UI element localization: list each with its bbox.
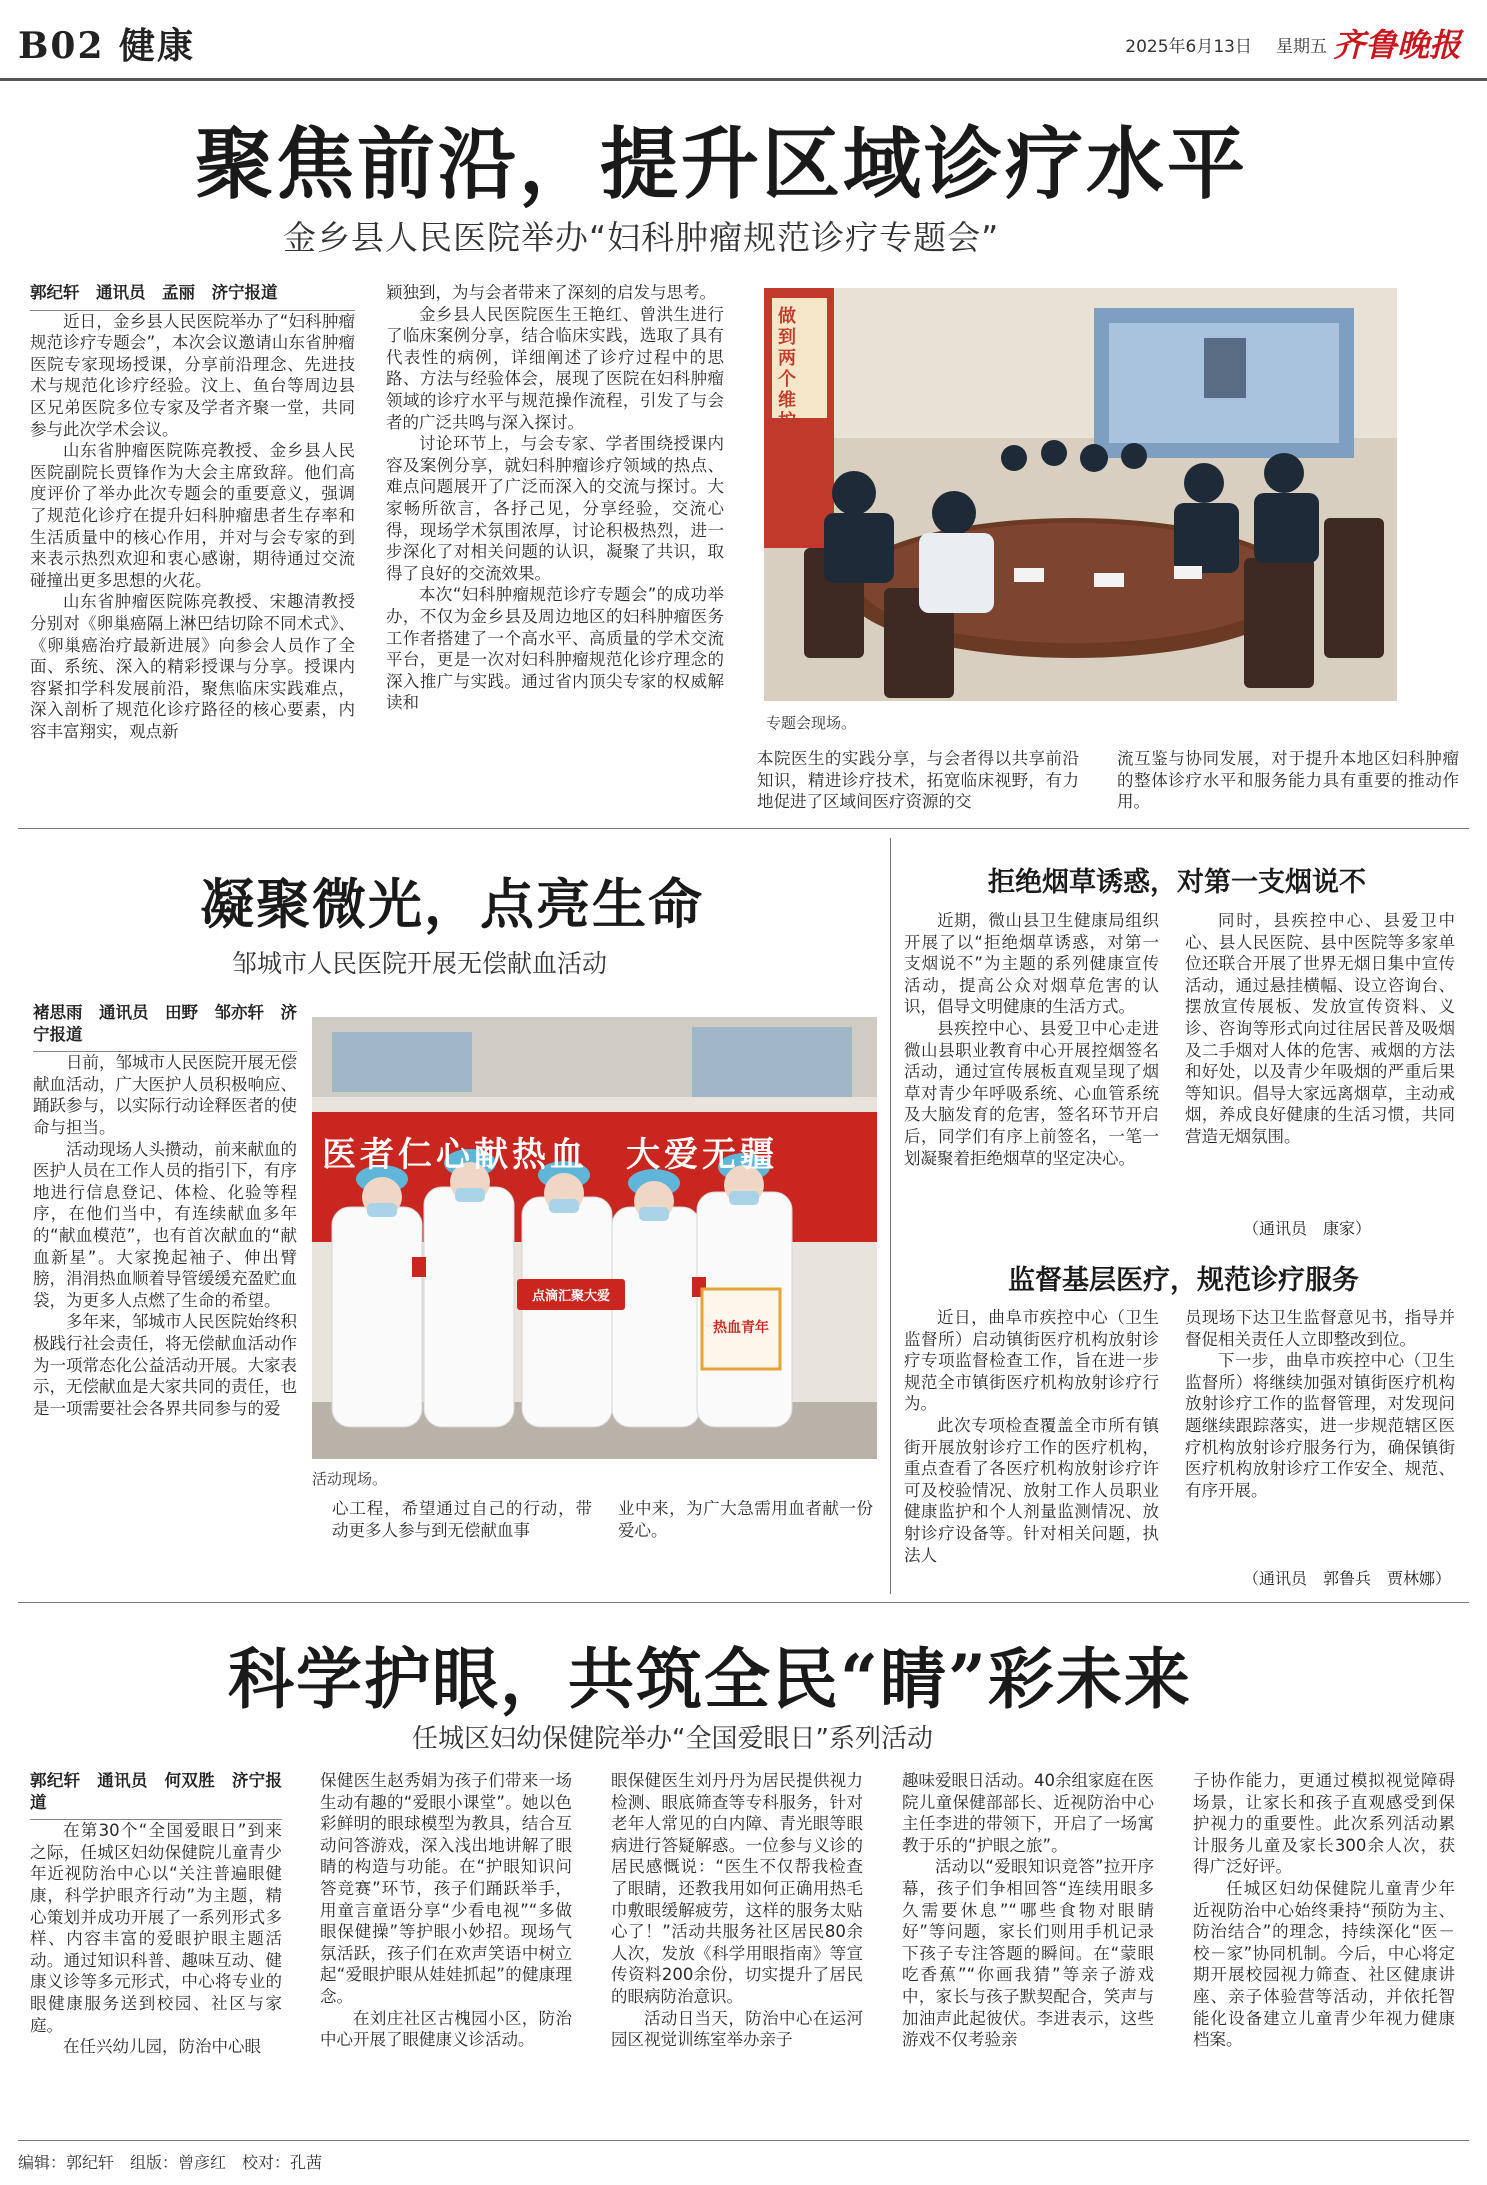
article5-title: 科学护眼，共筑全民“睛”彩未来: [228, 1640, 1192, 1718]
article4-title: 监督基层医疗，规范诊疗服务: [1008, 1265, 1359, 1296]
article4-credit: （通讯员 郭鲁兵 贾林娜）: [1242, 1569, 1451, 1588]
paragraph: 员现场下达卫生监督意见书，指导并督促相关责任人立即整改到位。: [1185, 1308, 1455, 1349]
paragraph: 活动现场人头攒动，前来献血的医护人员在工作人员的指引下，有序地进行信息登记、体检、化验等程序，在他们当中，有连续献血多年的“献血模范”，也有首次献血的“献血新星”。大家挽起袖子、伸出臂膀，涓涓热血顺着导管缓缓充盈贮血袋，为更多人点燃了生命的希望。: [33, 1139, 297, 1310]
footer-rule: [18, 2140, 1469, 2141]
paragraph: 讨论环节上，与会专家、学者围绕授课内容及案例分享，就妇科肿瘤诊疗领域的热点、难点问题展开了广泛而深入的交流与探讨。大家畅所欲言，各抒己见，分享经验，交流心得，现场学术氛围浓厚，讨论积极热烈，进一步深化了对相关问题的认识，凝聚了共识，取得了良好的交流效果。: [386, 434, 724, 583]
paragraph: 多年来，邹城市人民医院始终积极践行社会责任，将无偿献血活动作为一项常态化公益活动开展。大家表示，无偿献血是大家共同的责任，也是一项需要社会各界共同参与的爱: [33, 1312, 297, 1418]
article4-column-2: [1185, 1307, 1455, 1501]
paragraph: 此次专项检查覆盖全市所有镇街开展放射诊疗工作的医疗机构，重点查看了各医疗机构放射诊疗许可及校验情况、放射工作人员职业健康监护和个人剂量监测情况、放射诊疗设备等。针对相关问题，执法人: [904, 1415, 1159, 1565]
article2-title: 凝聚微光，点亮生命: [200, 872, 704, 936]
article1-column-4: [1117, 748, 1459, 813]
article5-subtitle: 任城区妇幼保健院举办“全国爱眼日”系列活动: [412, 1724, 933, 1754]
footer-credits: 编辑：郭纪轩 组版：曾彦红 校对：孔茜: [18, 2153, 323, 2172]
paragraph: 业中来，为广大急需用血者献一份爱心。: [618, 1499, 873, 1540]
paragraph: 在第30个“全国爱眼日”到来之际，任城区妇幼保健院儿童青少年近视防治中心以“关注普遍眼健康，科学护眼齐行动”为主题，精心策划并成功开展了一系列形式多样、内容丰富的爱眼护眼主题活动。通过知识科普、趣味互动、健康义诊等多元形式，中心将专业的眼健康服务送到校园、社区与家庭。: [30, 1821, 282, 2035]
paragraph: 流互鉴与协同发展，对于提升本地区妇科肿瘤的整体诊疗水平和服务能力具有重要的推动作用。: [1117, 749, 1459, 812]
paragraph: 同时，县疾控中心、县爱卫中心、县人民医院、县中医院等多家单位还联合开展了世界无烟日集中宣传活动，通过悬挂横幅、设立咨询台、摆放宣传展板、发放宣传资料、义诊、咨询等形式向过往居民普及吸烟及二手烟对人体的危害、戒烟的方法和好处，以及青少年吸烟的严重后果等知识。倡导大家远离烟草，主动戒烟，养成良好健康的生活习惯，共同营造无烟氛围。: [1185, 911, 1455, 1146]
article5-column-1: [30, 1770, 282, 2058]
article1-subtitle: 金乡县人民医院举办“妇科肿瘤规范诊疗专题会”: [283, 218, 1000, 257]
meeting-scene-illustration: [764, 288, 1397, 701]
paragraph: 活动日当天，防治中心在运河园区视觉训练室举办亲子: [611, 2008, 863, 2050]
newspaper-logo: 齐鲁晚报: [1332, 26, 1461, 64]
article2-photo-caption: 活动现场。: [312, 1470, 388, 1488]
article5-column-4: [902, 1770, 1154, 2051]
paragraph: 近日，曲阜市疾控中心（卫生监督所）启动镇街医疗机构放射诊疗专项监督检查工作，旨在进一步规范全市镇街医疗机构放射诊疗行为。: [904, 1308, 1159, 1414]
paragraph: 活动以“爱眼知识竞答”拉开序幕，孩子们争相回答“连续用眼多久需要休息”“哪些食物对眼睛好”等问题，家长们则用手机记录下孩子专注答题的瞬间。在“蒙眼吃香蕉”“你画我猜”等亲子游戏中，家长与孩子默契配合，笑声与加油声此起彼伏。李进表示，这些游戏不仅考验亲: [902, 1857, 1154, 2050]
paragraph: 趣味爱眼日活动。40余组家庭在医院儿童保健部部长、近视防治中心主任李进的带领下，开启了一场寓教于乐的“护眼之旅”。: [902, 1771, 1154, 1855]
issue-weekday: 星期五: [1276, 37, 1327, 57]
article5-column-2: [320, 1770, 572, 2051]
paragraph: 山东省肿瘤医院陈亮教授、宋趣清教授分别对《卵巢癌隔上淋巴结切除不同术式》、《卵巢癌治疗最新进展》向参会人员作了全面、系统、深入的精彩授课与分享。授课内容紧扣学科发展前沿，聚焦临床实践难点，深入剖析了规范化诊疗路径的核心要素，内容丰富翔实，观点新: [30, 592, 355, 741]
paragraph: 近日，金乡县人民医院举办了“妇科肿瘤规范诊疗专题会”，本次会议邀请山东省肿瘤医院专家现场授课，分享前沿理念、先进技术与规范化诊疗经验。汶上、鱼台等周边县区兄弟医院多位专家及学者齐聚一堂，共同参与此次学术会议。: [30, 311, 355, 439]
paragraph: 心工程，希望通过自己的行动，带动更多人参与到无偿献血事: [332, 1499, 592, 1540]
paragraph: 眼保健医生刘丹丹为居民提供视力检测、眼底筛查等专科服务，针对老年人常见的白内障、青光眼等眼病进行答疑解惑。一位参与义诊的居民感慨说：“医生不仅帮我检查了眼睛，还教我用如何正确用热毛巾敷眼缓解疲劳，这样的服务太贴心了！”活动共服务社区居民80余人次，发放《科学用眼指南》等宣传资料200余份，切实提升了居民的眼病防治意识。: [611, 1771, 863, 2006]
paragraph: 保健医生赵秀娟为孩子们带来一场生动有趣的“爱眼小课堂”。她以色彩鲜明的眼球模型为教具，结合互动问答游戏，深入浅出地讲解了眼睛的构造与功能。在“护眼知识问答竞赛”环节，孩子们踊跃举手，用童言童语分享“少看电视”“多做眼保健操”等护眼小妙招。现场气氛活跃，孩子们在欢声笑语中树立起“爱眼护眼从娃娃抓起”的健康理念。: [320, 1771, 572, 2006]
article5-byline: 郭纪轩 通讯员 何双胜 济宁报道: [30, 1770, 282, 1820]
article2-column-2: [332, 1498, 592, 1541]
paragraph: 金乡县人民医院医生王艳红、曾洪生进行了临床案例分享，结合临床实践，选取了具有代表性的病例，详细阐述了诊疗过程中的思路、方法与经验体会，展现了医院在妇科肿瘤领域的诊疗水平与规范操作流程，引发了与会者的广泛共鸣与深入探讨。: [386, 304, 724, 432]
section-divider: [18, 828, 1469, 829]
paragraph: 下一步，曲阜市疾控中心（卫生监督所）将继续加强对镇街医疗机构放射诊疗工作的监督管理，对发现问题继续跟踪落实，进一步规范辖区医疗机构放射诊疗服务行为，确保镇街医疗机构放射诊疗工作安全、规范、有序开展。: [1185, 1351, 1455, 1500]
paragraph: 日前，邹城市人民医院开展无偿献血活动，广大医护人员积极响应、踊跃参与，以实际行动诠释医者的使命与担当。: [33, 1053, 297, 1137]
article1-column-2: [386, 282, 724, 714]
article1-column-3: [757, 748, 1079, 813]
issue-date: 2025年6月13日: [1125, 37, 1252, 57]
paragraph: 在刘庄社区古槐园小区，防治中心开展了眼健康义诊活动。: [320, 2008, 572, 2050]
article1-photo-caption: 专题会现场。: [766, 714, 857, 732]
paragraph: 近期，微山县卫生健康局组织开展了以“拒绝烟草诱惑，对第一支烟说不”为主题的系列健康宣传活动，提高公众对烟草危害的认识，倡导文明健康的生活方式。: [904, 911, 1159, 1017]
article1-column-1: [30, 282, 355, 742]
article1-byline: 郭纪轩 通讯员 孟丽 济宁报道: [30, 282, 355, 311]
article3-column-2: [1185, 910, 1455, 1148]
paragraph: 山东省肿瘤医院陈亮教授、金乡县人民医院副院长贾锋作为大会主席致辞。他们高度评价了举办此次专题会的重要意义，强调了规范化诊疗在提升妇科肿瘤患者生存率和生活质量中的核心作用，并对与会专家的到来表示热烈欢迎和衷心感谢，期待通过交流碰撞出更多思想的火花。: [30, 441, 355, 590]
article2-column-1: [33, 1002, 297, 1419]
section-divider: [18, 1602, 1469, 1603]
photo-banner-text: 做到两个维护: [778, 306, 796, 432]
paragraph: 子协作能力，更通过模拟视觉障碍场景，让家长和孩子直观感受到保护视力的重要性。此次系列活动累计服务儿童及家长300余人次，获得广泛好评。: [1193, 1771, 1455, 1877]
article5-column-5: [1193, 1770, 1455, 2051]
paragraph: 任城区妇幼保健院儿童青少年近视防治中心始终秉持“预防为主、防治结合”的理念，持续深化“医－校－家”协同机制。今后，中心将定期开展校园视力筛查、社区健康讲座、亲子体验营等活动，并依托智能化设备建立儿童青少年视力健康档案。: [1193, 1878, 1455, 2050]
blood-donation-scene-illustration: [312, 1017, 877, 1459]
article2-column-3: [618, 1498, 873, 1541]
article2-subtitle: 邹城市人民医院开展无偿献血活动: [232, 949, 608, 978]
article1-title: 聚焦前沿，提升区域诊疗水平: [195, 119, 1249, 210]
article3-column-1: [904, 910, 1159, 1169]
article5-column-3: [611, 1770, 863, 2051]
photo-sign-1: 点滴汇聚大爱: [517, 1279, 625, 1310]
article2-byline: 褚思雨 通讯员 田野 邹亦轩 济宁报道: [33, 1002, 297, 1052]
paragraph: 本院医生的实践分享，与会者得以共享前沿知识，精进诊疗技术，拓宽临床视野，有力地促进了区域间医疗资源的交: [757, 749, 1079, 812]
article3-credit: （通讯员 康家）: [1242, 1219, 1371, 1238]
paragraph: 在任兴幼儿园，防治中心眼: [63, 2037, 261, 2057]
article3-title: 拒绝烟草诱惑，对第一支烟说不: [988, 867, 1366, 898]
photo-sign-2: 热血青年: [713, 1320, 769, 1336]
article2-photo: [312, 1017, 877, 1459]
article4-column-1: [904, 1307, 1159, 1566]
paragraph: 县疾控中心、县爱卫中心走进微山县职业教育中心开展控烟签名活动，通过宣传展板直观呈现了烟草对青少年呼吸系统、心血管系统及大脑发育的危害，签名环节开启后，同学们有序上前签名，一笔一划凝聚着拒绝烟草的坚定决心。: [904, 1018, 1159, 1168]
paragraph: 颖独到，为与会者带来了深刻的启发与思考。: [386, 283, 716, 302]
header-rule: [0, 78, 1487, 81]
page-section-label: B02 健康: [18, 25, 196, 67]
paragraph: 本次“妇科肿瘤规范诊疗专题会”的成功举办，不仅为金乡县及周边地区的妇科肿瘤医务工作者搭建了一个高水平、高质量的学术交流平台，更是一次对妇科肿瘤规范化诊疗理念的深入推广与实践。通过省内顶尖专家的权威解读和: [386, 585, 724, 713]
column-divider: [890, 838, 891, 1594]
photo-banner-text: 医者仁心献热血 大爱无疆: [322, 1135, 778, 1175]
article1-photo: [764, 288, 1397, 701]
